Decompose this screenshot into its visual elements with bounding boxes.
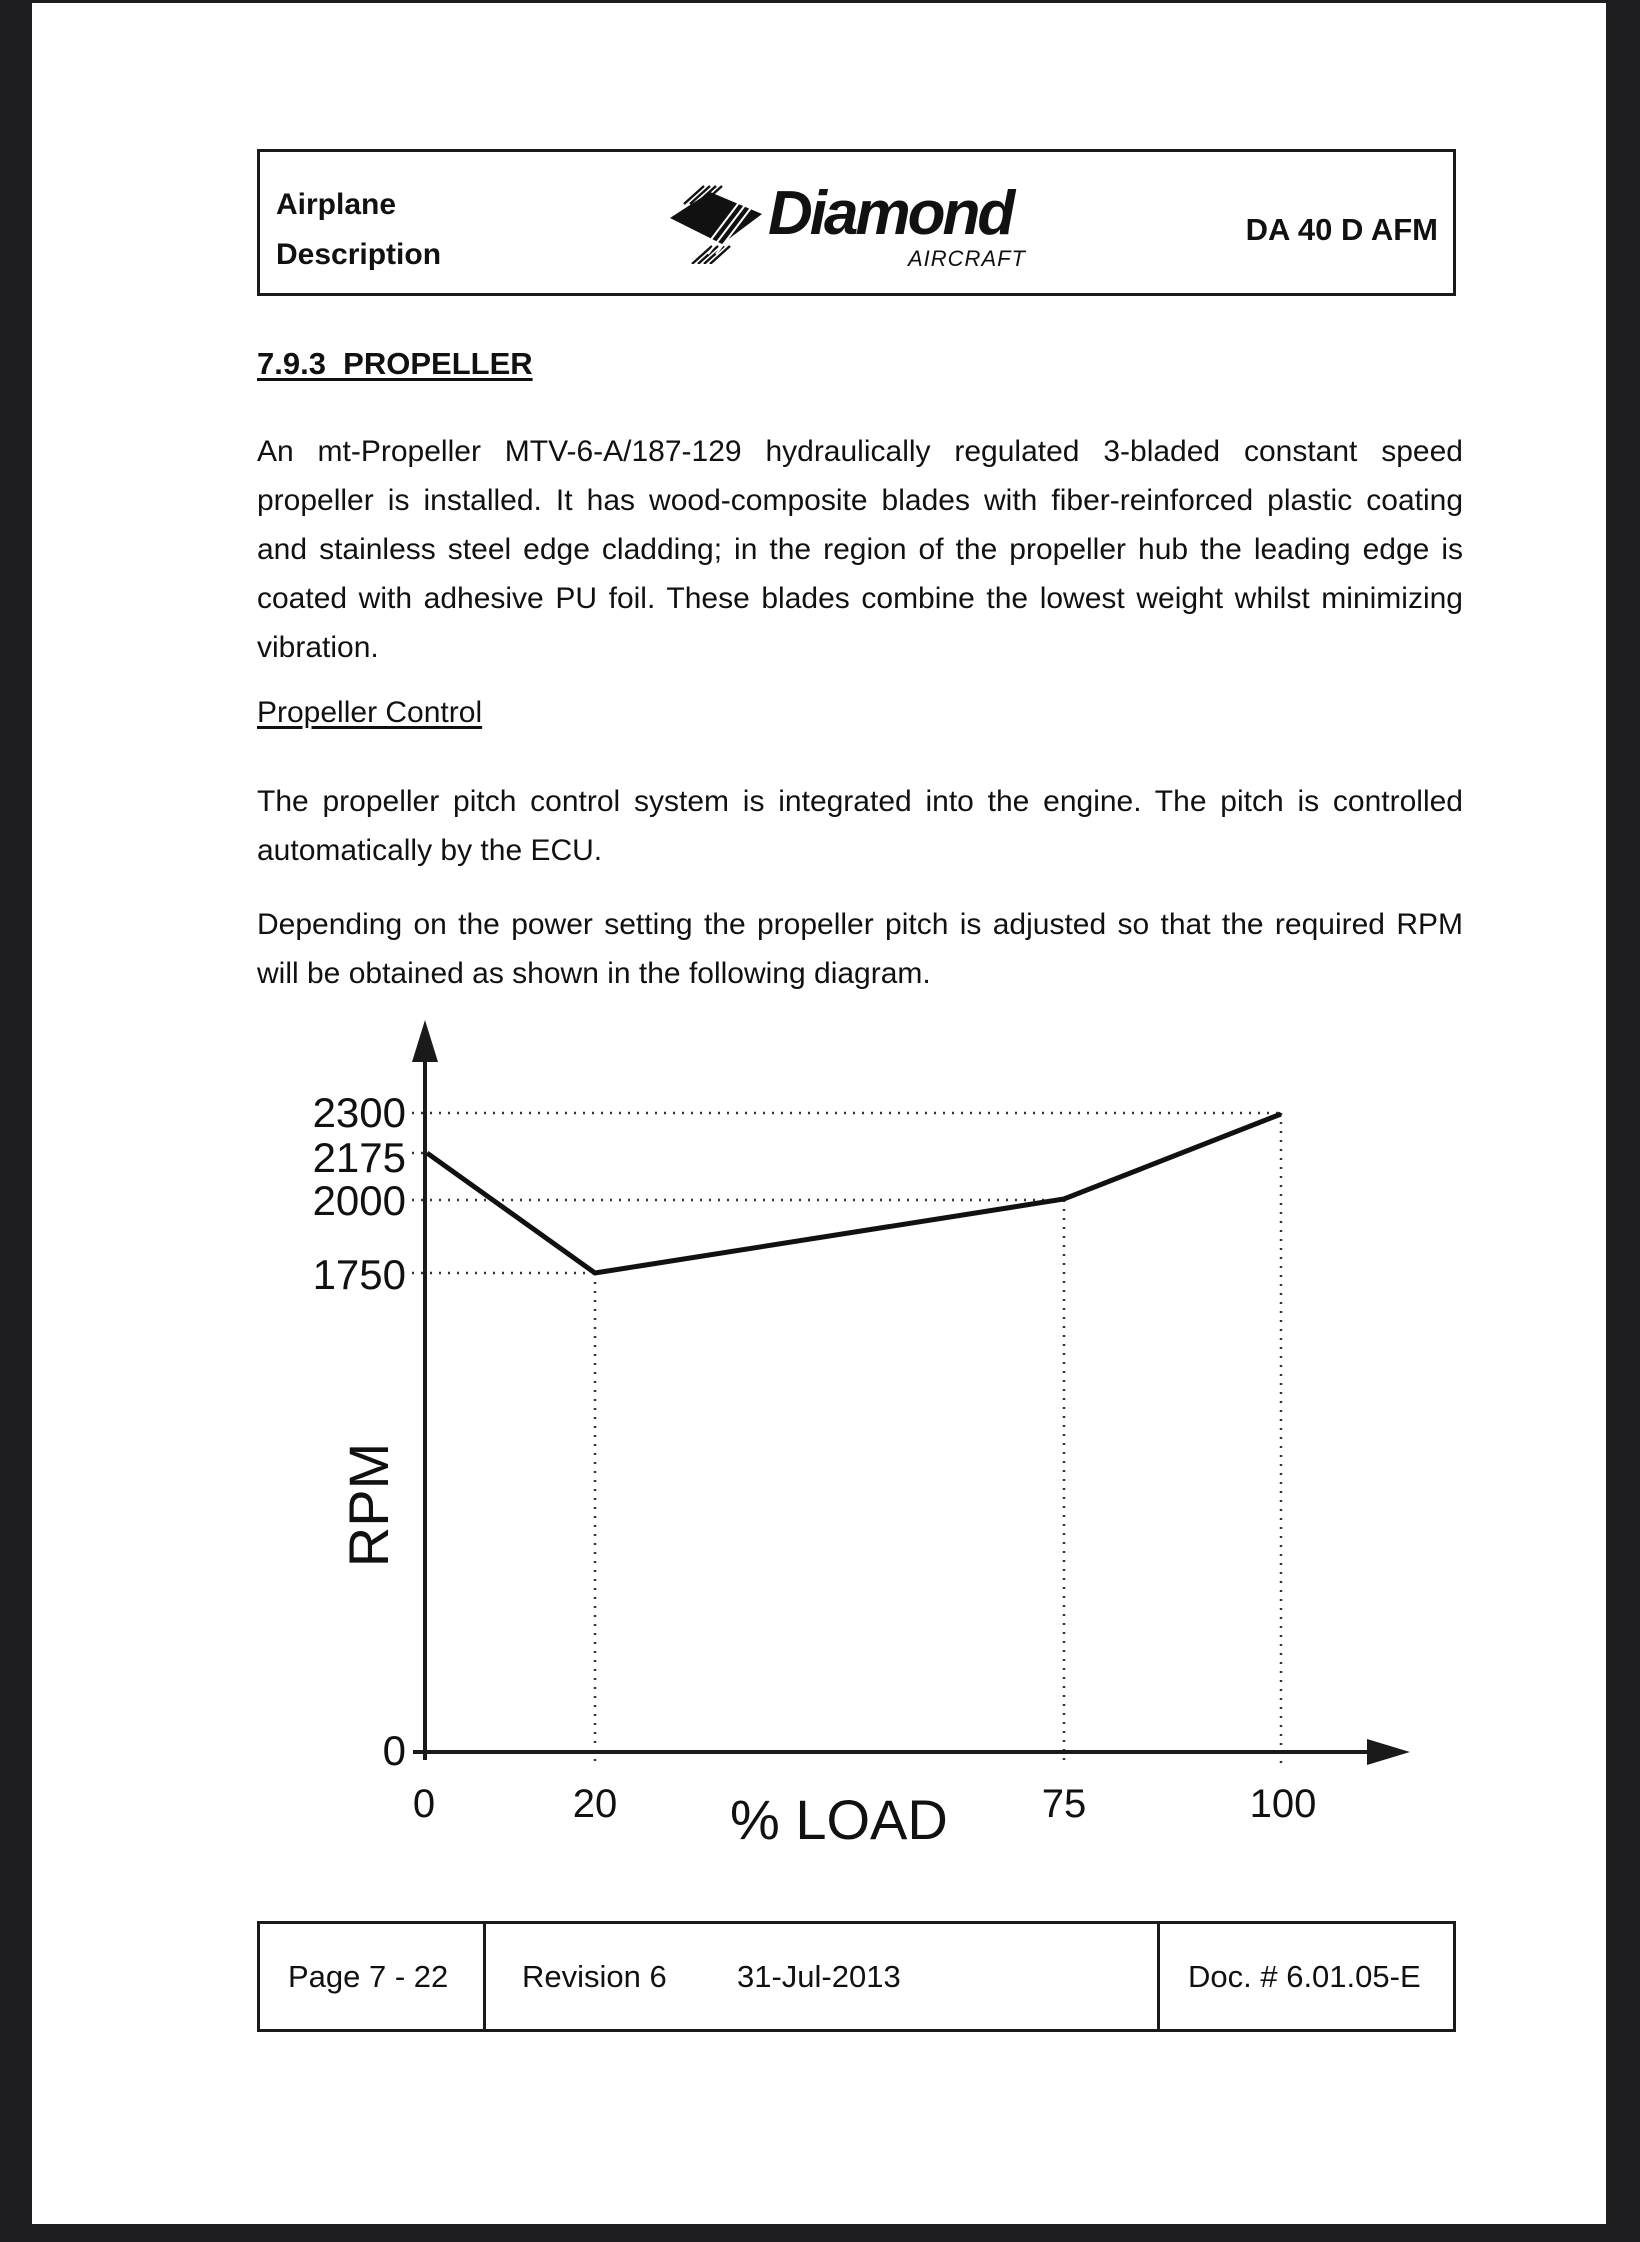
section-heading: 7.9.3 PROPELLER (257, 346, 533, 381)
document-title: DA 40 D AFM (1245, 212, 1438, 247)
x-axis-label: % LOAD (730, 1788, 948, 1851)
y-axis-arrow-icon (412, 1020, 438, 1062)
x-tick-100: 100 (1249, 1782, 1317, 1826)
footer-date: 31-Jul-2013 (737, 1958, 901, 1994)
footer-divider-2 (1157, 1924, 1160, 2029)
y-tick-1750: 1750 (312, 1251, 406, 1298)
y-tick-2300: 2300 (312, 1089, 406, 1136)
logo-brand-text: Diamond (768, 179, 1013, 248)
footer-doc-number: Doc. # 6.01.05-E (1188, 1958, 1421, 1994)
x-tick-20: 20 (572, 1782, 618, 1826)
footer-revision: Revision 6 (522, 1958, 667, 1994)
subheading-propeller-control: Propeller Control (257, 696, 483, 729)
reference-gridlines (412, 1113, 1281, 1766)
paragraph-pitch-control: The propeller pitch control system is integrated into the engine. The pitch is controlled automatically by the ECU. (257, 785, 1463, 867)
chapter-title-line1: Airplane (276, 188, 397, 221)
logo-sub-text: AIRCRAFT (908, 246, 1026, 271)
y-tick-2000: 2000 (312, 1177, 406, 1224)
y-tick-2175: 2175 (312, 1134, 406, 1181)
rpm-curve (427, 1114, 1281, 1273)
x-axis-arrow-icon (1367, 1739, 1410, 1765)
page-footer (257, 1921, 1456, 2032)
x-tick-75: 75 (1041, 1782, 1087, 1826)
y-axis-label: RPM (337, 1442, 400, 1568)
x-tick-0: 0 (412, 1782, 436, 1826)
footer-page-number: Page 7 - 22 (288, 1958, 449, 1994)
chapter-title-line2: Description (276, 238, 442, 271)
paragraph-propeller-description: An mt-Propeller MTV-6-A/187-129 hydraulically regulated 3-bladed constant speed propeller is installed. It has wood-composite blades with fiber-reinforced plastic coating and stainless steel edge cladding; in the region of the propeller hub the leading edge is coated with adhesive PU foil. These blades combine the lowest weight whilst minimizing vibration. (257, 435, 1463, 664)
y-tick-0: 0 (382, 1727, 406, 1774)
paragraph-rpm-description: Depending on the power setting the propeller pitch is adjusted so that the required RPM will be obtained as shown in the following diagram. (257, 908, 1463, 990)
chart-axes (413, 1055, 1372, 1760)
footer-divider-1 (483, 1924, 486, 2029)
